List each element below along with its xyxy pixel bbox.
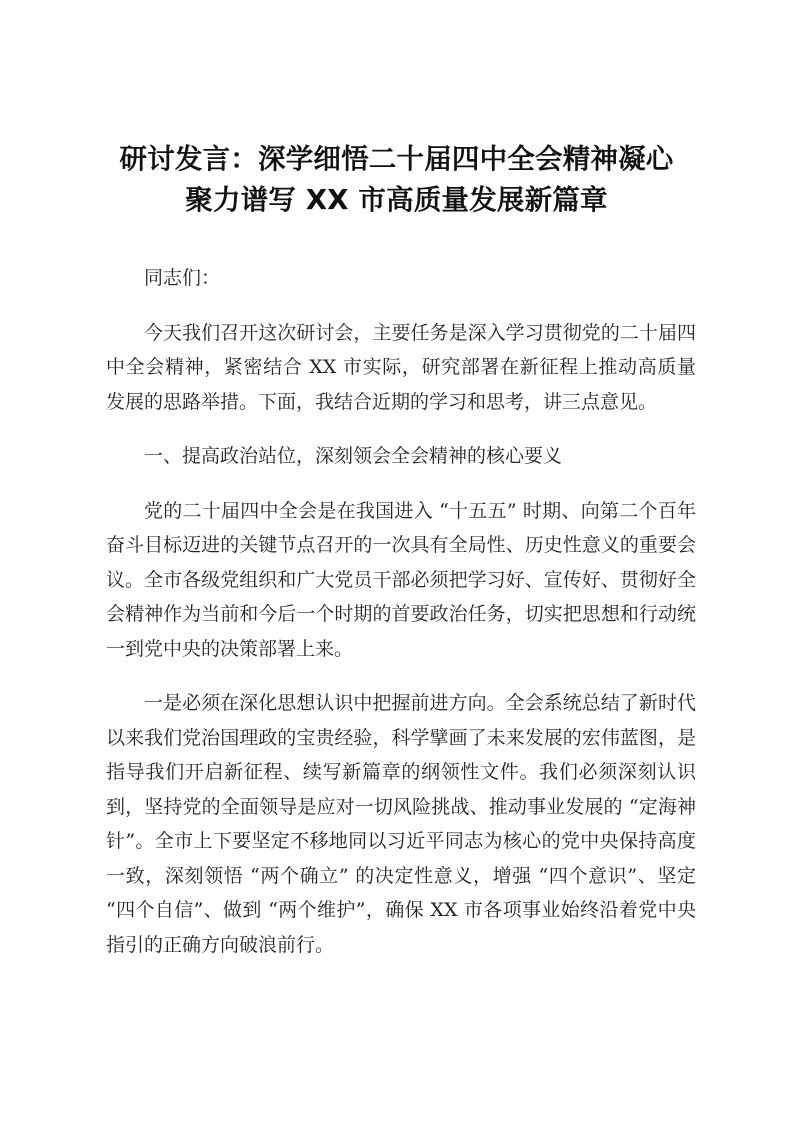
document-title [90, 139, 703, 221]
paragraph-section-1: 党的二十届四中全会是在我国进入 “十五五” 时期、向第二个百年奋斗目标迈进的关键节点召开的一次具有全局性、历史性意义的重要会议。全市各级党组织和广大党员干部必须把学习好、宣传好、贯彻好全会精神作为当前和今后一个时期的首要政治任务，切实把思想和行动统一到党中央的决策部署上来。 [106, 499, 696, 660]
title-line-1: 研讨发言：深学细悟二十届四中全会精神凝心 [119, 143, 674, 175]
title-line-2: 聚力谱写 XX 市高质量发展新篇章 [185, 184, 608, 216]
paragraph-intro: 今天我们召开这次研讨会，主要任务是深入学习贯彻党的二十届四中全会精神，紧密结合 XX 市实际，研究部署在新征程上推动高质量发展的思路举措。下面，我结合近期的学习和思考，讲三点意见。 [106, 321, 696, 413]
document-body [106, 261, 696, 982]
salutation: 同志们： [144, 267, 221, 289]
section-heading-1: 一、提高政治站位，深刻领会全会精神的核心要义 [144, 445, 563, 467]
paragraph-point-1: 一是必须在深化思想认识中把握前进方向。全会系统总结了新时代以来我们党治国理政的宝贵经验，科学擘画了未来发展的宏伟蓝图，是指导我们开启新征程、续写新篇章的纲领性文件。我们必须深刻认识到，坚持党的全面领导是应对一切风险挑战、推动事业发展的 “定海神针”。全市上下要坚定不移地同以习近平同志为核心的党中央保持高度一致，深刻领悟 “两个确立” 的决定性意义，增强 “四个意识”、坚定 “四个自信”、做到 “两个维护”，确保 XX 市各项事业始终沿着党中央指引的正确方向破浪前行。 [106, 692, 696, 956]
